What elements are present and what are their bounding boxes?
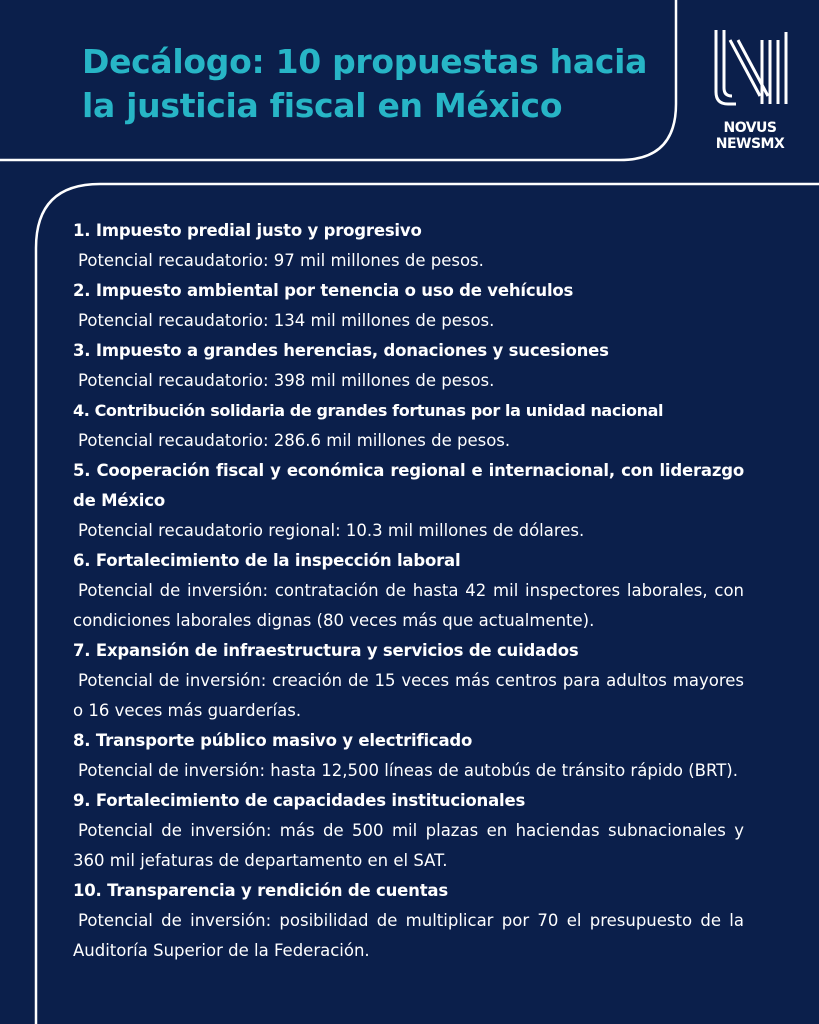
proposal-list [73, 216, 744, 966]
proposal-heading: 5. Cooperación fiscal y económica regional e internacional, con liderazgo de México [73, 461, 744, 510]
proposal-heading: 3. Impuesto a grandes herencias, donaciones y sucesiones [73, 341, 609, 360]
brand-line-2: NEWSMX [715, 136, 785, 152]
novus-news-monogram-icon [700, 22, 800, 122]
title-line-2: la justicia fiscal en México [82, 86, 563, 125]
proposal-item [73, 456, 744, 546]
proposal-item [73, 636, 744, 726]
proposal-detail: Potencial recaudatorio: 97 mil millones de pesos. [78, 251, 484, 270]
proposal-detail: Potencial de inversión: creación de 15 veces más centros para adultos mayores o 16 veces más guarderías. [73, 671, 744, 720]
proposal-item [73, 276, 744, 336]
proposal-heading: 6. Fortalecimiento de la inspección laboral [73, 551, 461, 570]
proposal-heading: 8. Transporte público masivo y electrificado [73, 731, 473, 750]
title-line-1: Decálogo: 10 propuestas hacia [82, 42, 648, 81]
proposal-heading: 2. Impuesto ambiental por tenencia o uso de vehículos [73, 281, 574, 300]
proposal-heading: 4. Contribución solidaria de grandes fortunas por la unidad nacional [73, 401, 664, 420]
proposal-detail: Potencial de inversión: más de 500 mil plazas en haciendas subnacionales y 360 mil jefaturas de departamento en el SAT. [73, 821, 744, 870]
proposal-detail: Potencial de inversión: hasta 12,500 líneas de autobús de tránsito rápido (BRT). [78, 761, 738, 780]
proposal-item [73, 336, 744, 396]
proposal-heading: 7. Expansión de infraestructura y servicios de cuidados [73, 641, 579, 660]
proposal-item [73, 216, 744, 276]
proposal-detail: Potencial recaudatorio: 398 mil millones de pesos. [78, 371, 495, 390]
proposal-detail: Potencial recaudatorio: 286.6 mil millones de pesos. [78, 431, 511, 450]
proposal-item [73, 786, 744, 876]
proposal-detail: Potencial recaudatorio regional: 10.3 mil millones de dólares. [78, 521, 585, 540]
proposal-item [73, 546, 744, 636]
proposal-item [73, 876, 744, 966]
proposal-item [73, 726, 744, 786]
proposal-heading: 1. Impuesto predial justo y progresivo [73, 221, 422, 240]
brand-wordmark [702, 120, 798, 152]
proposal-detail: Potencial de inversión: contratación de hasta 42 mil inspectores laborales, con condiciones laborales dignas (80 veces más que actualmente). [73, 581, 744, 630]
proposal-detail: Potencial de inversión: posibilidad de multiplicar por 70 el presupuesto de la Auditoría Superior de la Federación. [73, 911, 744, 960]
proposal-detail: Potencial recaudatorio: 134 mil millones de pesos. [78, 311, 495, 330]
proposal-heading: 9. Fortalecimiento de capacidades institucionales [73, 791, 526, 810]
proposal-item [73, 396, 744, 456]
page-title [82, 40, 682, 128]
brand-line-1: NOVUS [723, 120, 777, 136]
proposal-heading: 10. Transparencia y rendición de cuentas [73, 881, 448, 900]
